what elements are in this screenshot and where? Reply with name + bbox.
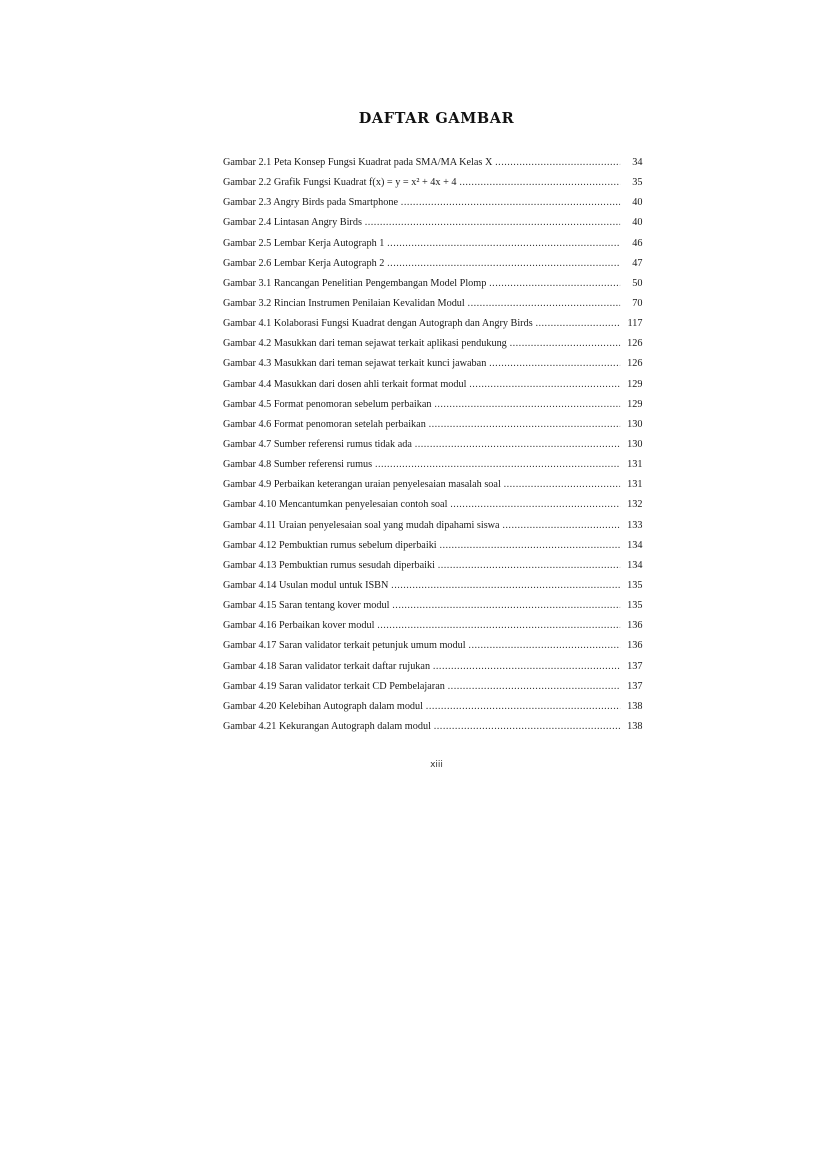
toc-entry-label: Gambar 4.18 Saran validator terkait daftar rujukan <box>223 659 431 672</box>
toc-entry-label: Gambar 2.2 Grafik Fungsi Kuadrat f(x) = y = x² + 4x + 4 <box>223 176 457 189</box>
dot-leader <box>392 595 620 615</box>
toc-entry-page: 40 <box>632 216 643 229</box>
toc-entry-label: Gambar 3.1 Rancangan Penelitian Pengembangan Model Plomp <box>223 276 487 289</box>
dot-leader <box>415 434 620 454</box>
toc-entry <box>223 233 642 253</box>
dot-leader <box>377 615 620 635</box>
toc-entry-page: 35 <box>632 176 643 189</box>
toc-entry-page: 46 <box>632 236 643 249</box>
toc-entry <box>223 192 642 212</box>
toc-entry-label: Gambar 4.1 Kolaborasi Fungsi Kuadrat dengan Autograph dan Angry Birds <box>223 317 533 330</box>
toc-entry-label: Gambar 4.3 Masukkan dari teman sejawat terkait kunci jawaban <box>223 357 487 370</box>
dot-leader <box>504 474 621 494</box>
toc-entry-page: 129 <box>627 377 643 390</box>
dot-leader <box>434 394 620 414</box>
dot-leader <box>429 414 620 434</box>
toc-entry-label: Gambar 4.15 Saran tentang kover modul <box>223 599 390 612</box>
dot-leader <box>365 212 620 232</box>
toc-entry-page: 131 <box>627 458 643 471</box>
toc-entry-label: Gambar 4.6 Format penomoran setelah perbaikan <box>223 417 426 430</box>
dot-leader <box>387 233 620 253</box>
toc-entry <box>223 172 642 192</box>
toc-entry-page: 126 <box>627 357 643 370</box>
toc-entry-label: Gambar 2.6 Lembar Kerja Autograph 2 <box>223 256 385 269</box>
dot-leader <box>495 152 620 172</box>
toc-entry <box>223 394 642 414</box>
toc-entry-page: 135 <box>627 599 643 612</box>
dot-leader <box>489 353 620 373</box>
toc-entry-page: 40 <box>632 196 643 209</box>
dot-leader <box>535 313 620 333</box>
toc-entry <box>223 333 642 353</box>
toc-entry-label: Gambar 4.14 Usulan modul untuk ISBN <box>223 578 389 591</box>
toc-entry <box>223 374 642 394</box>
toc-entry-page: 129 <box>627 397 643 410</box>
dot-leader <box>468 293 621 313</box>
toc-entry-label: Gambar 2.3 Angry Birds pada Smartphone <box>223 196 399 209</box>
dot-leader <box>468 635 620 655</box>
toc-entry-page: 136 <box>627 639 643 652</box>
toc-entry <box>223 293 642 313</box>
toc-entry-page: 134 <box>627 538 643 551</box>
toc-entry-page: 133 <box>627 518 643 531</box>
toc-entry-page: 34 <box>632 156 643 168</box>
toc-entry-label: Gambar 2.4 Lintasan Angry Birds <box>223 216 362 229</box>
toc-entry-label: Gambar 3.2 Rincian Instrumen Penilaian Kevalidan Modul <box>223 296 465 309</box>
toc-entry <box>223 454 642 474</box>
toc-entry-label: Gambar 2.5 Lembar Kerja Autograph 1 <box>223 236 385 249</box>
toc-entry-label: Gambar 4.11 Uraian penyelesaian soal yang mudah dipahami siswa <box>223 518 500 531</box>
toc-entry-page: 50 <box>632 276 643 289</box>
dot-leader <box>375 454 620 474</box>
toc-entry <box>223 535 642 555</box>
dot-leader <box>401 192 620 212</box>
dot-leader <box>502 515 620 535</box>
toc-entry-label: Gambar 4.12 Pembuktian rumus sebelum diperbaiki <box>223 538 437 551</box>
toc-entry <box>223 716 642 736</box>
dot-leader <box>489 273 620 293</box>
toc-entry-page: 135 <box>627 578 643 591</box>
toc-entry-label: Gambar 4.20 Kelebihan Autograph dalam modul <box>223 699 424 712</box>
toc-entry-page: 132 <box>627 498 643 511</box>
toc-entry-label: Gambar 4.16 Perbaikan kover modul <box>223 619 375 632</box>
toc-entry <box>223 434 642 454</box>
toc-entry-page: 131 <box>627 478 643 491</box>
toc-entry-page: 130 <box>627 417 643 430</box>
page-title: DAFTAR GAMBAR <box>358 110 515 127</box>
toc-entry-page: 137 <box>627 679 643 692</box>
toc-entry-page: 70 <box>632 296 643 309</box>
toc-entry-page: 47 <box>632 256 643 269</box>
dot-leader <box>387 253 620 273</box>
toc-entry-page: 136 <box>627 619 643 632</box>
toc-entry-page: 137 <box>627 659 643 672</box>
toc-entry <box>223 635 642 655</box>
toc-entry <box>223 474 642 494</box>
dot-leader <box>448 676 620 696</box>
dot-leader <box>391 575 620 595</box>
toc-entry-page: 138 <box>627 699 643 712</box>
toc-entry-label: Gambar 4.13 Pembuktian rumus sesudah diperbaiki <box>223 558 435 571</box>
toc-entry-label: Gambar 4.17 Saran validator terkait petunjuk umum modul <box>223 639 466 652</box>
toc-entry <box>223 656 642 676</box>
toc-entry-label: Gambar 4.7 Sumber referensi rumus tidak ada <box>223 437 412 450</box>
toc-entry <box>223 414 642 434</box>
dot-leader <box>459 172 620 192</box>
dot-leader <box>438 555 620 575</box>
toc-entry-label: Gambar 4.8 Sumber referensi rumus <box>223 458 373 471</box>
dot-leader <box>510 333 621 353</box>
toc-entry <box>223 253 642 273</box>
dot-leader <box>434 716 620 736</box>
toc-entry <box>223 353 642 373</box>
toc-entry <box>223 676 642 696</box>
toc-entry-page: 130 <box>627 437 643 450</box>
toc-entry-label: Gambar 4.2 Masukkan dari teman sejawat terkait aplikasi pendukung <box>223 337 507 350</box>
toc-entry <box>223 313 642 333</box>
toc-entry-page: 117 <box>627 317 643 330</box>
toc-entry <box>223 696 642 716</box>
toc-entry <box>223 615 642 635</box>
toc-entry-label: Gambar 4.21 Kekurangan Autograph dalam modul <box>223 719 431 732</box>
toc-entry-label: Gambar 4.5 Format penomoran sebelum perbaikan <box>223 397 432 410</box>
list-of-figures <box>223 152 643 736</box>
dot-leader <box>439 535 620 555</box>
toc-entry <box>223 152 642 172</box>
toc-entry <box>223 515 642 535</box>
page-number: xiii <box>430 760 443 770</box>
toc-entry-label: Gambar 4.19 Saran validator terkait CD Pembelajaran <box>223 679 445 692</box>
toc-entry-page: 138 <box>627 719 643 732</box>
dot-leader <box>450 494 620 514</box>
toc-entry-label: Gambar 4.9 Perbaikan keterangan uraian penyelesaian masalah soal <box>223 478 501 491</box>
toc-entry <box>223 555 642 575</box>
toc-entry-label: Gambar 4.4 Masukkan dari dosen ahli terkait format modul <box>223 377 467 390</box>
toc-entry-page: 126 <box>627 337 643 350</box>
toc-entry-page: 134 <box>627 558 643 571</box>
toc-entry-label: Gambar 2.1 Peta Konsep Fungsi Kuadrat pada SMA/MA Kelas X <box>223 156 493 168</box>
dot-leader <box>433 656 620 676</box>
toc-entry-label: Gambar 4.10 Mencantumkan penyelesaian contoh soal <box>223 498 448 511</box>
toc-entry <box>223 494 642 514</box>
dot-leader <box>469 374 620 394</box>
toc-entry <box>223 273 642 293</box>
dot-leader <box>426 696 620 716</box>
toc-entry <box>223 595 642 615</box>
toc-entry <box>223 575 642 595</box>
toc-entry <box>223 212 642 232</box>
